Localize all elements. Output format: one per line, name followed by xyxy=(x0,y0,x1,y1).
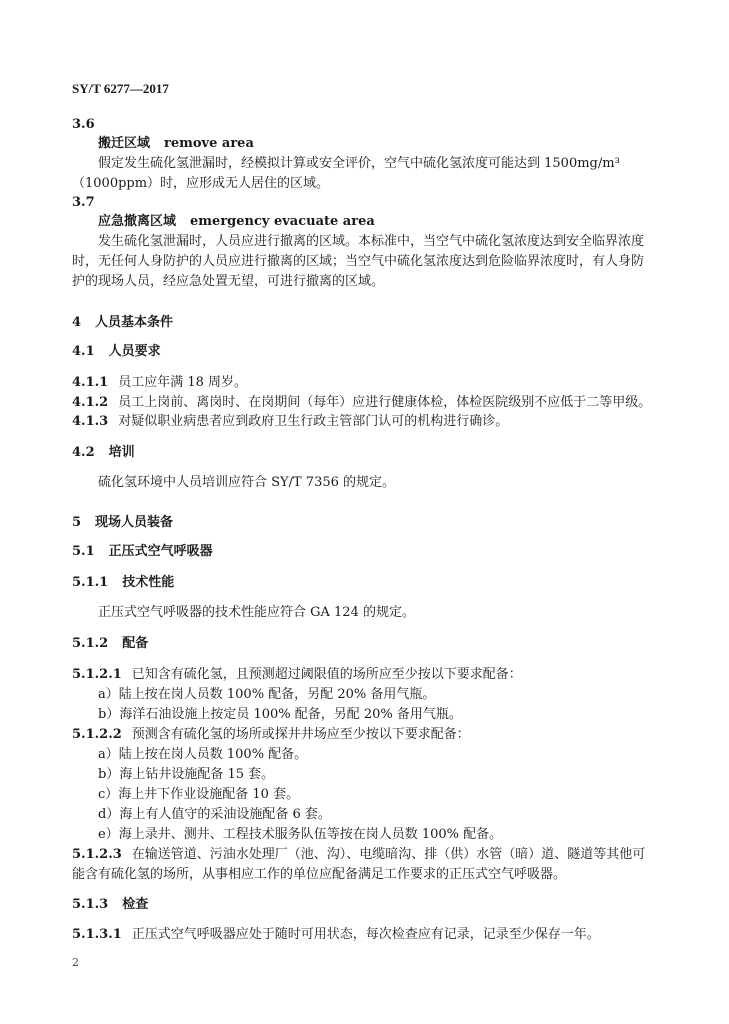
clause-number: 4.1.1 xyxy=(72,375,109,390)
term-en: emergency evacuate area xyxy=(190,214,375,229)
list-item: d）海上有人值守的采油设施配备 6 套。 xyxy=(98,807,331,822)
clause-number: 4.1.2 xyxy=(72,395,109,410)
section-5-1-3-heading xyxy=(72,896,148,913)
list-item: e）海上录井、测井、工程技术服务队伍等按在岗人员数 100% 配备。 xyxy=(98,827,503,842)
section-3-7-definition-line-2: 时，无任何人身防护的人员应进行撤离的区域；当空气中硫化氢浓度达到危险临界浓度时，有人身防 xyxy=(72,254,645,269)
section-5-1-1-heading xyxy=(72,574,174,591)
clause-text: 对疑似职业病患者应到政府卫生行政主管部门认可的机构进行确诊。 xyxy=(118,414,509,429)
list-item: b）海上钻井设施配备 15 套。 xyxy=(98,767,275,782)
section-4-2-heading xyxy=(72,444,135,461)
page-number: 2 xyxy=(72,956,79,969)
standard-code-header: SY/T 6277—2017 xyxy=(72,81,169,96)
section-5-1-1-text: 正压式空气呼吸器的技术性能应符合 GA 124 的规定。 xyxy=(98,605,415,620)
clause-5-1-2-3-line-1 xyxy=(72,846,645,863)
term-cn: 应急撤离区域 xyxy=(98,214,177,229)
section-title: 培训 xyxy=(108,445,135,460)
section-title: 人员基本条件 xyxy=(95,315,174,330)
section-3-6-definition-line-2: （1000ppm）时，应形成无人居住的区域。 xyxy=(72,176,330,191)
section-3-6-number: 3.6 xyxy=(72,117,95,132)
section-4-2-text: 硫化氢环境中人员培训应符合 SY/T 7356 的规定。 xyxy=(98,475,396,490)
section-5-1-2-heading xyxy=(72,635,148,652)
clause-text: 员工上岗前、离岗时、在岗期间（每年）应进行健康体检，体检医院级别不应低于二等甲级。 xyxy=(118,395,652,410)
section-number: 4 xyxy=(72,315,82,330)
clause-4-1-3 xyxy=(72,413,508,430)
section-title: 技术性能 xyxy=(122,575,175,590)
clause-text: 预测含有硫化氢的场所或探井井场应至少按以下要求配备： xyxy=(131,727,470,742)
term-cn: 搬迁区域 xyxy=(98,136,151,151)
section-3-7-definition-line-3: 护的现场人员，经应急处置无望，可进行撤离的区域。 xyxy=(72,274,385,289)
section-title: 正压式空气呼吸器 xyxy=(108,544,213,559)
list-item: b）海洋石油设施上按定员 100% 配备，另配 20% 备用气瓶。 xyxy=(98,707,462,722)
section-number: 5.1 xyxy=(72,544,95,559)
list-item: a）陆上按在岗人员数 100% 配备，另配 20% 备用气瓶。 xyxy=(98,687,436,702)
clause-number: 5.1.2.3 xyxy=(72,847,122,862)
section-title: 检查 xyxy=(122,897,149,912)
section-number: 4.2 xyxy=(72,445,95,460)
clause-4-1-1 xyxy=(72,374,247,391)
clause-5-1-3-1 xyxy=(72,926,600,943)
section-4-heading xyxy=(72,314,173,331)
section-3-7-term xyxy=(98,213,375,230)
section-title: 配备 xyxy=(122,636,149,651)
clause-text: 已知含有硫化氢，且预测超过阈限值的场所应至少按以下要求配备： xyxy=(131,667,522,682)
clause-number: 4.1.3 xyxy=(72,414,109,429)
section-3-6-definition-line-1: 假定发生硫化氢泄漏时，经模拟计算或安全评价，空气中硫化氢浓度可能达到 1500mg/m³ xyxy=(98,156,620,171)
list-item: a）陆上按在岗人员数 100% 配备。 xyxy=(98,747,308,762)
section-3-7-definition-line-1: 发生硫化氢泄漏时，人员应进行撤离的区域。本标准中，当空气中硫化氢浓度达到安全临界浓度 xyxy=(98,234,645,249)
section-number: 4.1 xyxy=(72,344,95,359)
section-title: 现场人员装备 xyxy=(95,515,174,530)
clause-text: 在输送管道、污油水处理厂（池、沟）、电缆暗沟、排（供）水管（暗）道、隧道等其他可 xyxy=(131,847,646,862)
term-en: remove area xyxy=(164,136,254,151)
section-title: 人员要求 xyxy=(108,344,161,359)
section-number: 5.1.2 xyxy=(72,636,109,651)
section-5-heading xyxy=(72,514,173,531)
section-3-6-term xyxy=(98,135,254,152)
clause-text: 正压式空气呼吸器应处于随时可用状态，每次检查应有记录，记录至少保存一年。 xyxy=(131,927,600,942)
clause-number: 5.1.3.1 xyxy=(72,927,122,942)
section-number: 5.1.1 xyxy=(72,575,109,590)
clause-5-1-2-1 xyxy=(72,666,522,683)
clause-number: 5.1.2.2 xyxy=(72,727,122,742)
section-number: 5 xyxy=(72,515,82,530)
clause-5-1-2-2 xyxy=(72,726,470,743)
section-number: 5.1.3 xyxy=(72,897,109,912)
list-item: c）海上井下作业设施配备 10 套。 xyxy=(98,787,300,802)
clause-text: 员工应年满 18 周岁。 xyxy=(118,375,248,390)
section-4-1-heading xyxy=(72,343,161,360)
clause-5-1-2-3-line-2: 能含有硫化氢的场所，从事相应工作的单位应配备满足工作要求的正压式空气呼吸器。 xyxy=(72,867,567,882)
section-5-1-heading xyxy=(72,543,213,560)
clause-4-1-2 xyxy=(72,394,651,411)
section-3-7-number: 3.7 xyxy=(72,195,95,210)
clause-number: 5.1.2.1 xyxy=(72,667,122,682)
